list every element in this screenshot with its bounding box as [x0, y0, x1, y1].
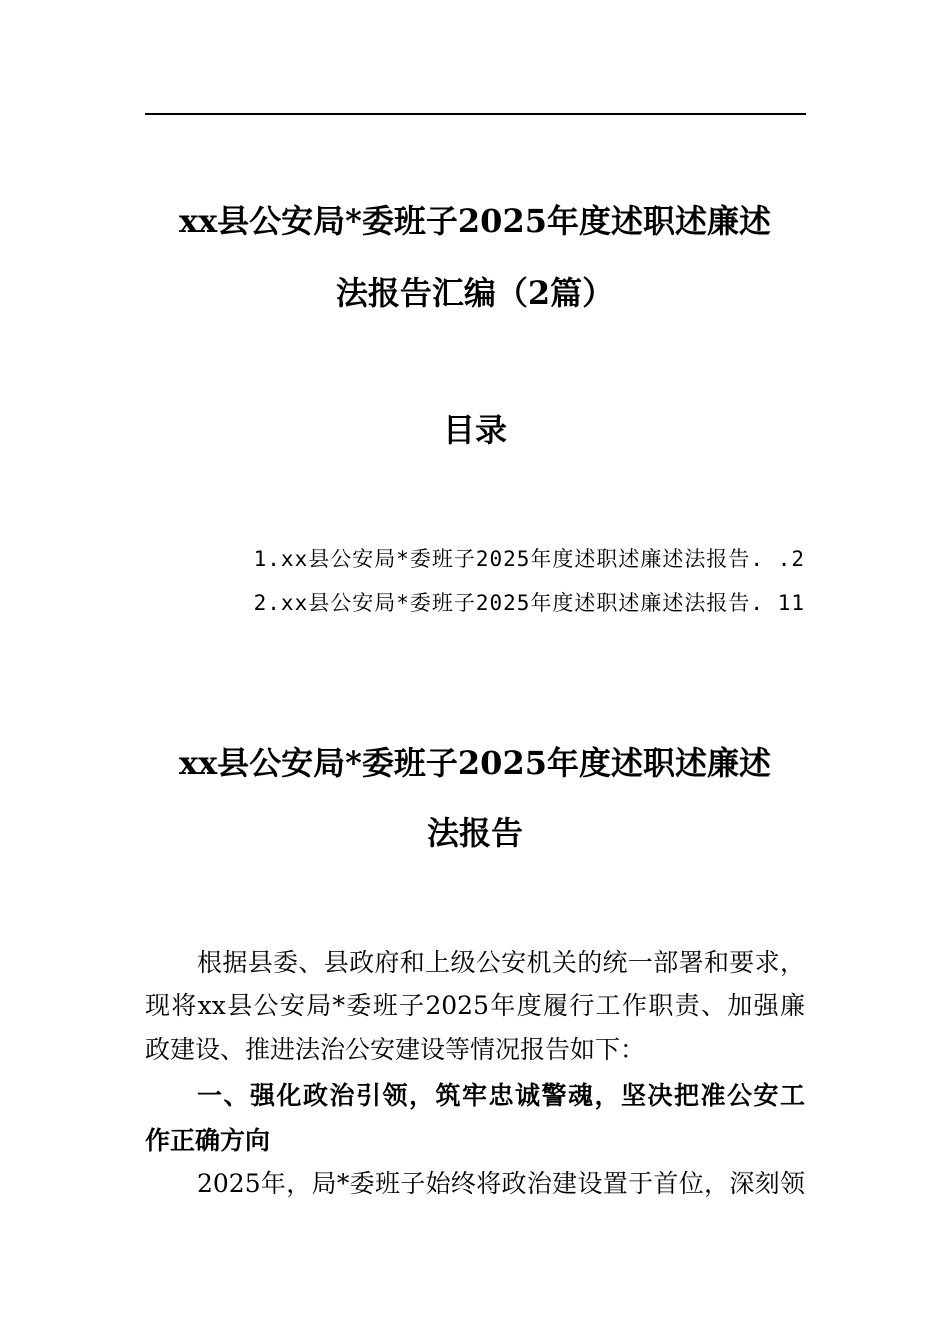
report-title-line-1: xx县公安局*委班子2025年度述职述廉述 — [179, 744, 771, 782]
toc-item-2[interactable]: 2.xx县公安局*委班子2025年度述职述廉述法报告. 11 — [253, 591, 805, 615]
header-rule — [145, 113, 806, 115]
section-1-heading-line-1: 一、强化政治引领，筑牢忠诚警魂，坚决把准公安工 — [197, 1081, 805, 1110]
cover-title-line-2: 法报告汇编（2篇） — [335, 274, 615, 312]
cover-title-line-1: xx县公安局*委班子2025年度述职述廉述 — [179, 202, 771, 240]
toc-heading: 目录 — [442, 411, 507, 449]
toc-item-1[interactable]: 1.xx县公安局*委班子2025年度述职述廉述法报告. .2 — [253, 547, 805, 571]
section-1-body-line-1: 2025年，局*委班子始终将政治建设置于首位，深刻领 — [197, 1169, 805, 1198]
intro-line-1: 根据县委、县政府和上级公安机关的统一部署和要求， — [197, 948, 805, 977]
report-title-line-2: 法报告 — [426, 814, 523, 852]
intro-line-3: 政建设、推进法治公安建设等情况报告如下： — [145, 1035, 646, 1064]
intro-line-2: 现将xx县公安局*委班子2025年度履行工作职责、加强廉 — [145, 991, 805, 1020]
section-1-heading-line-2: 作正确方向 — [145, 1126, 271, 1155]
